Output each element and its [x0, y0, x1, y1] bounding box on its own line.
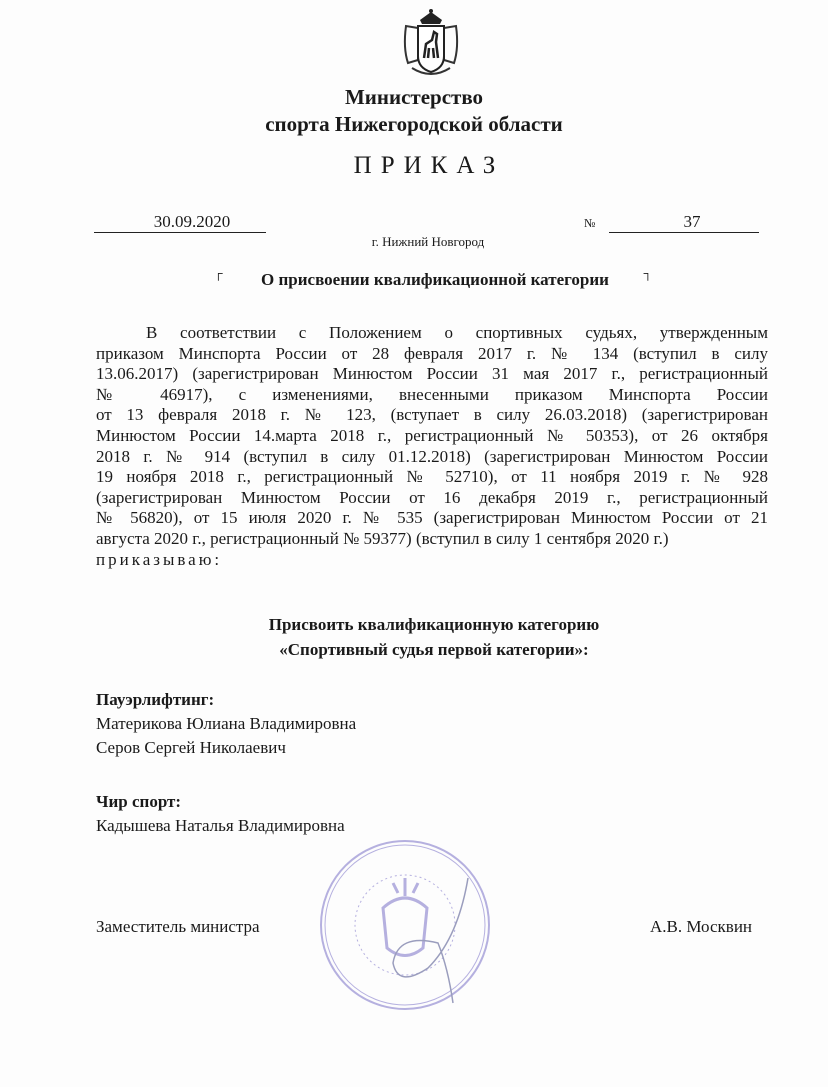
sport-name: Пауэрлифтинг:	[96, 690, 215, 709]
ministry-name	[0, 84, 828, 138]
body-line: В соответствии с Положением о спортивных судьях, утвержденным	[146, 323, 768, 342]
body-line: 19 ноября 2018 г., регистрационный № 52710), от 11 ноября 2019 г. № 928	[96, 467, 768, 487]
doc-type: ПРИКАЗ	[353, 152, 505, 179]
body-line: 2018 г. № 914 (вступил в силу 01.12.2018) (зарегистрирован Минюстом России	[96, 446, 768, 466]
body-line: № 46917), с изменениями, внесенными приказом Минспорта России	[96, 384, 768, 404]
body-line: (зарегистрирован Минюстом России от 16 декабря 2019 г., регистрационный	[96, 487, 768, 507]
order-word: приказываю:	[96, 549, 223, 569]
sport-group	[96, 790, 345, 838]
sport-name: Чир спорт:	[96, 792, 182, 811]
body-line: приказом Минспорта России от 28 февраля 2017 г. № 134 (вступил в силу	[96, 343, 768, 363]
assignment-line-1: Присвоить квалификационную категорию	[268, 615, 600, 634]
body-line: от 13 февраля 2018 г. № 123, (вступает в силу 26.03.2018) (зарегистрирован	[96, 405, 768, 425]
ministry-line-2: спорта Нижегородской области	[265, 112, 563, 136]
person-name: Материкова Юлиана Владимировна	[96, 714, 357, 733]
city: г. Нижний Новгород	[371, 234, 485, 249]
order-subject	[210, 266, 660, 290]
assignment	[0, 612, 828, 662]
order-date: 30.09.2020	[94, 212, 266, 233]
body-line: 13.06.2017) (зарегистрирован Минюстом России 31 мая 2017 г., регистрационный	[96, 364, 768, 384]
signer-name: А.В. Москвин	[650, 917, 753, 936]
signer-title: Заместитель министра	[96, 917, 260, 936]
official-stamp	[318, 838, 493, 1013]
person-name: Серов Сергей Николаевич	[96, 738, 286, 757]
corner-mark-right: ┐	[643, 266, 652, 280]
person-name: Кадышева Наталья Владимировна	[96, 816, 345, 835]
body-line: Минюстом России 14.марта 2018 г., регистрационный № 50353), от 26 октября	[96, 425, 768, 445]
assignment-line-2: «Спортивный судья первой категории»:	[279, 640, 589, 659]
order-number: 37	[609, 212, 759, 233]
coat-of-arms-icon	[398, 8, 464, 78]
ministry-line-1: Министерство	[344, 85, 484, 109]
number-label: №	[584, 216, 596, 230]
body-line: августа 2020 г., регистрационный № 59377) (вступил в силу 1 сентября 2020 г.)	[96, 528, 669, 548]
corner-mark-left: ┌	[214, 266, 223, 280]
subject-text: О присвоении квалификационной категории	[261, 270, 609, 289]
order-body	[96, 323, 768, 570]
sport-group	[96, 688, 356, 760]
body-line: № 56820), от 15 июля 2020 г. № 535 (зарегистрирован Минюстом России от 21	[96, 508, 768, 528]
